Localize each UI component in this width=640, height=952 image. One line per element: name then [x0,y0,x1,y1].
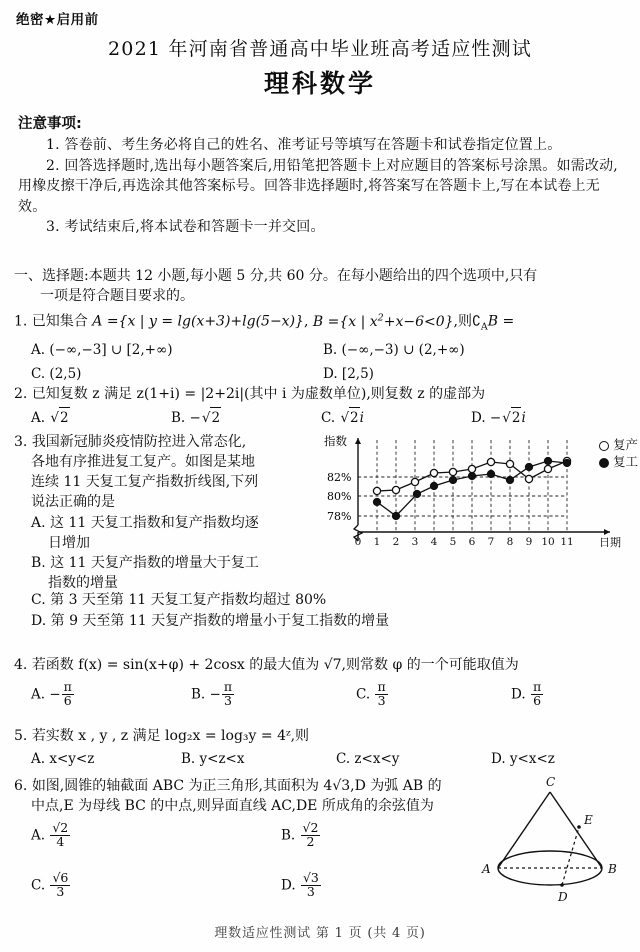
q2-stem [14,384,628,404]
filled-circle-icon [599,458,609,468]
q6-option-b-letter: B. [281,827,296,844]
q6-option-a-fraction: $\frac{√2}{4}$ [52,820,69,849]
notice-block [18,112,624,238]
chart-y-axis-arrow [355,438,361,444]
legend-item-fugong [599,453,638,470]
q4-stem-text: 若函数 f(x) = sin(x+φ) + 2cosx 的最大值为 √7,则常数 φ 的一个可能取值为 [31,657,519,673]
svg-text:10: 10 [541,536,555,548]
q1-set-b: B ={x | $x^2+x-6<0$} [312,312,454,330]
q4-option-c-fraction: $\frac{\pi}{3}$ [377,679,386,708]
q4-option-b-sign: − [209,686,221,703]
page-footer: 理数适应性测试 第 1 页 (共 4 页) [214,926,426,941]
q2-option-c-letter: C. [321,410,336,426]
cone-segment-de [562,827,579,885]
question-4 [14,655,628,708]
q3-option-b[interactable]: B. 这 11 天复产指数的增量大于复工 [31,555,259,571]
q6-option-d-fraction: $\frac{√3}{3}$ [302,870,319,899]
cone-label-d: D [558,890,568,904]
q6-option-a-letter: A. [31,827,46,844]
notice-item-2: 2. 回答选择题时,选出每小题答案后,用铅笔把答题卡上对应题目的答案标号涂黑。如需改动,用橡皮擦干净后,再选涂其他答案标号。回答非选择题时,将答案写在答题卡上,写在本试卷上无效。 [18,157,618,215]
question-1 [14,308,628,384]
chart-ylabel: 指数 [324,434,347,448]
section-one-heading [14,266,628,306]
q2-stem-text: 已知复数 z 满足 z(1+i) = |2+2i|(其中 i 为虚数单位),则复数 z 的虚部为 [31,386,486,402]
q6-option-c[interactable] [31,872,281,899]
q4-option-a[interactable] [31,681,191,708]
q1-stem-pre: 已知集合 [31,313,88,330]
cone-svg [478,772,630,907]
q2-option-c[interactable]: C. √2i [321,407,471,428]
svg-text:9: 9 [525,536,533,548]
q1-option-b[interactable]: B. (−∞,−3) ∪ (2,+∞) [323,342,465,359]
q4-stem [14,655,628,675]
svg-text:4: 4 [430,536,438,548]
open-circle-icon [599,441,609,451]
q6-stem [14,776,484,796]
svg-text:3: 3 [411,536,419,548]
chart-xlabel: 日期 [599,536,621,549]
q2-option-d[interactable]: D. −√2i [471,407,526,428]
q4-number: 4. [14,657,28,673]
q3-option-d[interactable]: D. 第 9 天至第 11 天复产指数的增量小于复工指数的增量 [31,613,390,629]
q4-option-c[interactable] [356,681,511,708]
q4-option-a-fraction: $\frac{\pi}{6}$ [63,679,72,708]
q5-option-b[interactable]: B. y<z<x [181,751,245,767]
q2-option-d-value: √2 [501,407,521,428]
section-line-2: 一项是符合题目要求的。 [40,288,194,304]
q5-option-a[interactable]: A. x<y<z [31,751,95,767]
q2-option-c-value: √2 [339,407,359,428]
q1-option-d[interactable]: D. [2,5) [323,366,374,383]
secret-mark: 绝密★启用前 [16,12,99,28]
question-6 [14,776,484,816]
q2-option-a-letter: A. [31,410,46,426]
q3-stem [14,432,324,452]
chart-ytick-82: 82% [327,471,352,484]
q6-option-a[interactable] [31,822,281,849]
cone-label-b: B [608,862,617,876]
q6-option-d-letter: D. [281,877,296,894]
q4-option-d[interactable] [511,681,544,708]
cone-figure [478,772,630,907]
chart-x-axis-arrow [604,529,610,535]
q2-option-d-letter: D. [471,410,486,426]
q5-option-c[interactable]: C. z<x<y [336,751,400,767]
q3-stem-line-4: 说法正确的是 [31,494,115,510]
q1-set-a: A ={x | y = lg(x+3)+lg(5−x)} [92,313,304,330]
q6-options-row-1 [31,822,481,849]
legend-label-fugong: 复工 [612,454,638,469]
q6-option-d[interactable] [281,872,322,899]
q4-option-a-letter: A. [31,686,46,703]
q6-options-row-2 [31,872,481,899]
cone-label-c: C [546,775,556,789]
q6-option-c-fraction: $\frac{√6}{3}$ [52,870,69,899]
cone-label-e: E [584,813,593,827]
q3-option-a-cont: 日增加 [48,535,90,551]
svg-text:7: 7 [487,536,495,548]
cone-point-e [577,825,581,829]
svg-text:5: 5 [449,536,457,548]
q4-option-b-letter: B. [191,686,206,703]
question-5 [14,726,628,769]
q1-option-c[interactable]: C. (2,5) [31,366,82,383]
q6-number: 6. [14,778,28,794]
q2-option-b-value: √2 [201,407,221,428]
q1-number: 1. [14,313,28,330]
page-title: 2021 年河南省普通高中毕业班高考适应性测试 [108,38,532,60]
chart-svg [322,432,640,550]
q1-options-row-1 [14,340,640,360]
cone-label-a: A [482,862,491,876]
q6-option-c-letter: C. [31,877,46,894]
q2-option-a[interactable] [31,407,171,428]
q2-option-b-letter: B. [171,410,186,426]
q3-option-b-cont: 指数的增量 [48,575,118,591]
question-2 [14,384,628,428]
notice-heading: 注意事项: [18,116,82,132]
q4-options-row [14,681,640,708]
subject-title: 理科数学 [263,69,376,98]
q4-option-b[interactable] [191,681,356,708]
q6-stem-line-1: 如图,圆锥的轴截面 ABC 为正三角形,其面积为 4√3,D 为弧 AB 的 [31,778,442,794]
question-3 [14,432,324,593]
chart-ytick-78: 78% [327,510,352,523]
q1-option-a[interactable]: A. (−∞,−3] ∪ [2,+∞) [31,342,173,359]
q3-stem-line-3: 连续 11 天复工复产指数折线图,下列 [31,474,259,490]
svg-text:11: 11 [560,536,574,548]
svg-text:8: 8 [506,536,514,548]
section-line-1: 一、选择题:本题共 12 小题,每小题 5 分,共 60 分。在每小题给出的四个选项中,只有 [14,268,538,284]
q2-option-b[interactable]: B. −√2 [171,407,321,428]
notice-item-1: 1. 答卷前、考生务必将自己的姓名、准考证号等填写在答题卡和试卷指定位置上。 [46,137,562,153]
svg-text:1: 1 [373,536,381,548]
q4-option-a-sign: − [49,686,61,703]
svg-text:6: 6 [468,536,476,548]
q5-options-row [14,749,640,769]
q5-number: 5. [14,728,28,744]
q5-option-d[interactable]: D. y<x<z [491,751,555,767]
q1-stem: 1. 已知集合 A ={x | y = lg(x+3)+lg(5−x)}, B ={x | $x^2+x-6<0$},则$∁_AB$ = [14,312,515,333]
cone-edge-ca [498,792,550,868]
cone-point-d [560,883,564,887]
q3-number: 3. [14,434,28,450]
chart-gridlines-horizontal [358,477,567,516]
q5-stem [14,726,628,746]
q2-number: 2. [14,386,28,402]
notice-item-3: 3. 考试结束后,将本试卷和答题卡一并交回。 [46,219,325,235]
chart-ytick-80: 80% [327,490,352,503]
svg-text:2: 2 [392,536,400,548]
q6-stem-line-2: 中点,E 为母线 BC 的中点,则异面直线 AC,DE 所成角的余弦值为 [31,798,434,814]
q4-option-d-letter: D. [511,686,526,703]
q1-options-row-2 [14,364,640,384]
q3-option-c[interactable]: C. 第 3 天至第 11 天复工复产指数均超过 80% [31,592,327,608]
svg-text:0: 0 [354,536,362,548]
legend-item-fuchan [599,436,638,453]
q6-option-b-fraction: $\frac{√2}{2}$ [302,820,319,849]
q4-option-d-fraction: $\frac{\pi}{6}$ [532,679,542,708]
cone-base-ellipse [498,851,602,885]
chart-legend [599,436,638,470]
resumption-index-line-chart [322,432,640,550]
chart-xtick-labels [355,536,574,548]
cone-edge-cb [550,792,602,868]
q4-option-b-fraction: $\frac{\pi}{3}$ [223,679,233,708]
q2-options-row [14,407,640,428]
q3-option-a[interactable]: A. 这 11 天复工指数和复产指数均逐 [31,515,259,531]
q4-option-c-letter: C. [356,686,371,703]
q3-stem-line-1: 我国新冠肺炎疫情防控进入常态化, [31,434,247,450]
legend-label-fuchan: 复产 [612,437,638,452]
q6-option-b[interactable] [281,822,321,849]
q5-stem-text: 若实数 x , y , z 满足 log₂x = log₃y = 4ᶻ,则 [31,728,310,744]
q3-stem-line-2: 各地有序推进复工复产。如图是某地 [31,454,255,470]
q2-option-a-value: √2 [49,407,69,428]
